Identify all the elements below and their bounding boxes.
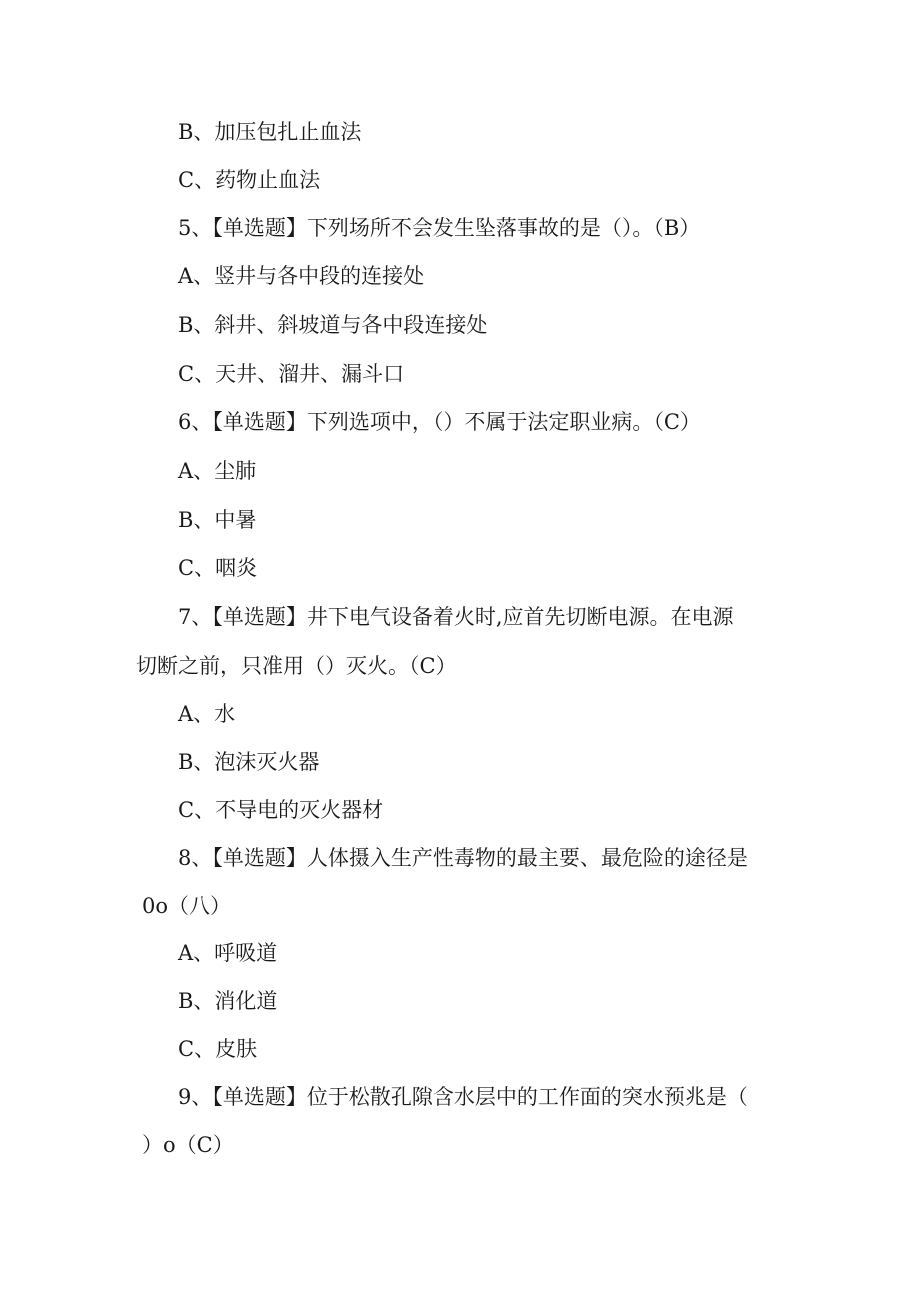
q4-option-c: C、药物止血法 bbox=[178, 168, 321, 192]
q8-option-c: C、皮肤 bbox=[178, 1037, 258, 1061]
q6-option-c: C、咽炎 bbox=[178, 556, 258, 580]
q7-option-b: B、泡沫灭火器 bbox=[178, 750, 320, 774]
q7-option-a: A、水 bbox=[178, 702, 236, 726]
question-8-line-1: 8、【单选题】人体摄入生产性毒物的最主要、最危险的途径是 bbox=[178, 846, 748, 870]
question-9-line-1: 9、【单选题】位于松散孔隙含水层中的工作面的突水预兆是（ bbox=[178, 1085, 748, 1109]
q5-option-c: C、天井、溜井、漏斗口 bbox=[178, 362, 405, 386]
question-7-line-2: 切断之前，只准用（）灭火。（C） bbox=[136, 654, 457, 678]
q5-option-b: B、斜井、斜坡道与各中段连接处 bbox=[178, 313, 488, 337]
question-9-line-2: ）o（C） bbox=[142, 1133, 234, 1157]
q6-option-a: A、尘肺 bbox=[178, 459, 257, 483]
q4-option-b: B、加压包扎止血法 bbox=[178, 120, 362, 144]
q8-option-b: B、消化道 bbox=[178, 989, 278, 1013]
q5-option-a: A、竖井与各中段的连接处 bbox=[178, 264, 425, 288]
q7-option-c: C、不导电的灭火器材 bbox=[178, 798, 384, 822]
q8-option-a: A、呼吸道 bbox=[178, 941, 278, 965]
question-7-line-1: 7、【单选题】井下电气设备着火时,应首先切断电源。在电源 bbox=[178, 605, 734, 629]
question-8-line-2: 0o（八） bbox=[142, 894, 232, 918]
q6-option-b: B、中暑 bbox=[178, 508, 257, 532]
question-5: 5、【单选题】下列场所不会发生坠落事故的是（）。（B） bbox=[178, 216, 701, 240]
question-6: 6、【单选题】下列选项中，（）不属于法定职业病。（C） bbox=[178, 410, 701, 434]
